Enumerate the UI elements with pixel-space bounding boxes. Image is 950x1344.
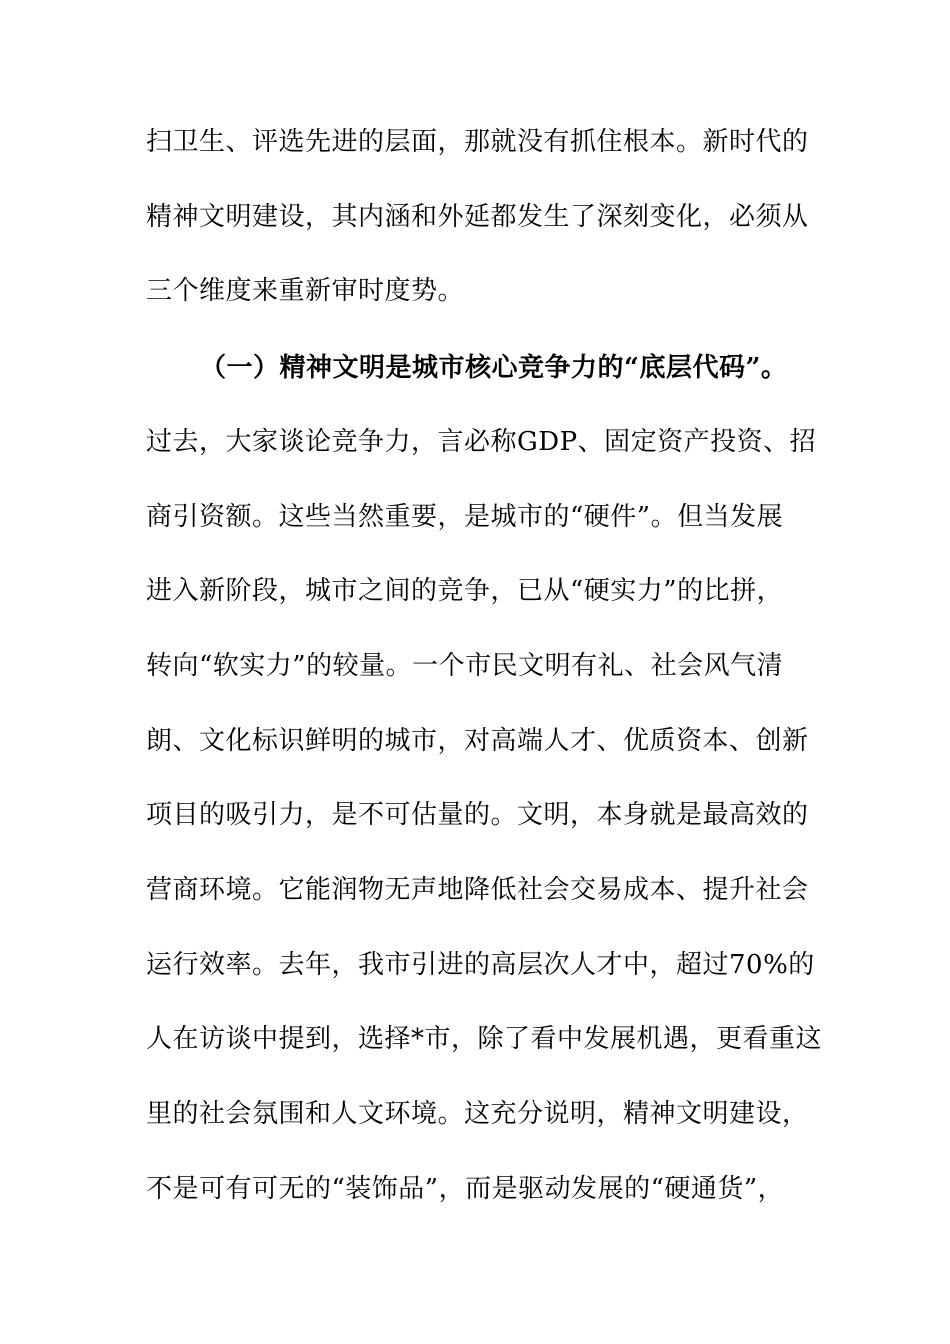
paragraph-line: 扫卫生、评选先进的层面，那就没有抓住根本。新时代的 xyxy=(146,127,809,157)
paragraph-line: 项目的吸引力，是不可估量的。文明，本身就是最高效的 xyxy=(146,800,809,830)
paragraph-line: 三个维度来重新审时度势。 xyxy=(146,276,465,306)
paragraph-line: 不是可有可无的“装饰品”，而是驱动发展的“硬通货”， xyxy=(146,1174,785,1204)
paragraph-line: 过去，大家谈论竞争力，言必称GDP、固定资产投资、招 xyxy=(146,427,817,457)
paragraph-line: 运行效率。去年，我市引进的高层次人才中，超过70%的 xyxy=(146,950,815,980)
paragraph-line: 朗、文化标识鲜明的城市，对高端人才、优质资本、创新 xyxy=(146,726,809,756)
paragraph-line: 精神文明建设，其内涵和外延都发生了深刻变化，必须从 xyxy=(146,202,809,232)
paragraph-line: 营商环境。它能润物无声地降低社会交易成本、提升社会 xyxy=(146,875,809,905)
paragraph-line: 进入新阶段，城市之间的竞争，已从“硬实力”的比拼， xyxy=(146,576,784,606)
section-heading: （一）精神文明是城市核心竞争力的“底层代码”。 xyxy=(200,353,788,383)
paragraph-line: 里的社会氛围和人文环境。这充分说明，精神文明建设， xyxy=(146,1099,809,1129)
paragraph-line: 转向“软实力”的较量。一个市民文明有礼、社会风气清 xyxy=(146,651,784,681)
paragraph-line: 人在访谈中提到，选择*市，除了看中发展机遇，更看重这 xyxy=(146,1024,823,1054)
paragraph-line: 商引资额。这些当然重要，是城市的“硬件”。但当发展 xyxy=(146,502,784,532)
